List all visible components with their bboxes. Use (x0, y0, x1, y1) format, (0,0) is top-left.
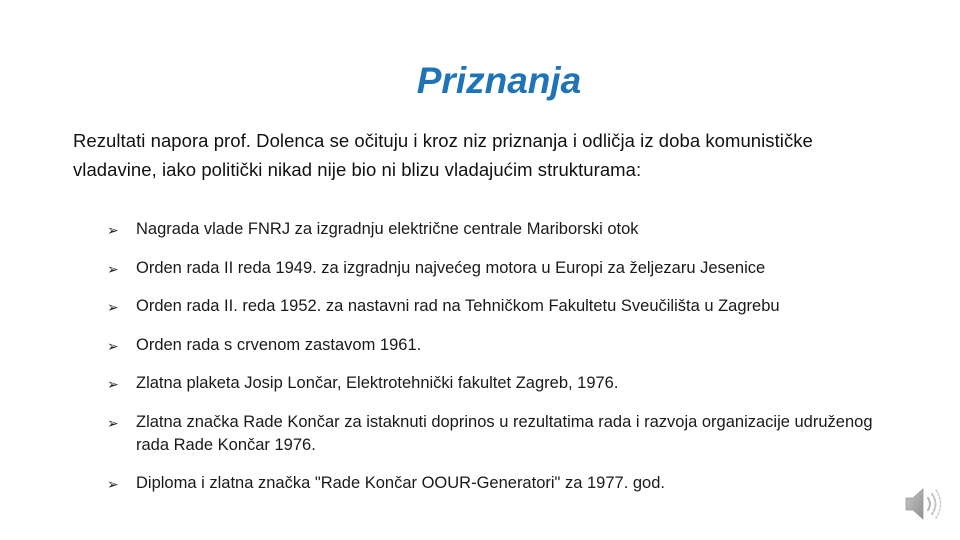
arrow-bullet-icon: ➢ (107, 260, 119, 277)
list-item-text: Zlatna značka Rade Končar za istaknuti doprinos u rezultatima rada i razvoja organizacije udruženog rada Rade Končar 1976. (136, 412, 873, 454)
list-item (107, 411, 897, 457)
list-item-text: Diploma i zlatna značka "Rade Končar OOUR-Generatori" za 1977. god. (136, 474, 665, 492)
arrow-bullet-icon: ➢ (107, 376, 119, 392)
list-item (107, 334, 897, 357)
arrow-bullet-icon: ➢ (107, 476, 119, 492)
arrow-bullet-icon: ➢ (107, 299, 119, 315)
list-item-text: Zlatna plaketa Josip Lončar, Elektrotehnički fakultet Zagreb, 1976. (136, 374, 619, 392)
list-item-text: Orden rada II. reda 1952. za nastavni rad na Tehničkom Fakultetu Sveučilišta u Zagrebu (136, 297, 780, 315)
list-item-text: Orden rada II reda 1949. za izgradnju najvećeg motora u Europi za željezaru Jesenice (136, 258, 766, 277)
arrow-bullet-icon: ➢ (107, 222, 119, 238)
intro-paragraph: Rezultati napora prof. Dolenca se očituju i kroz niz priznanja i odličja iz doba komunističke vladavine, iako politički nikad nije bio ni blizu vladajućim strukturama: (73, 130, 813, 180)
arrow-bullet-icon: ➢ (107, 414, 119, 431)
list-item (107, 472, 897, 495)
list-item (107, 218, 897, 241)
speaker-icon[interactable] (902, 484, 944, 524)
slide-title: Priznanja (416, 60, 582, 101)
awards-list (107, 218, 897, 511)
list-item (107, 295, 897, 318)
list-item-text: Orden rada s crvenom zastavom 1961. (136, 335, 422, 354)
arrow-bullet-icon: ➢ (107, 337, 119, 354)
list-item-text: Nagrada vlade FNRJ za izgradnju električne centrale Mariborski otok (136, 220, 639, 238)
list-item (107, 372, 897, 395)
list-item (107, 257, 897, 280)
